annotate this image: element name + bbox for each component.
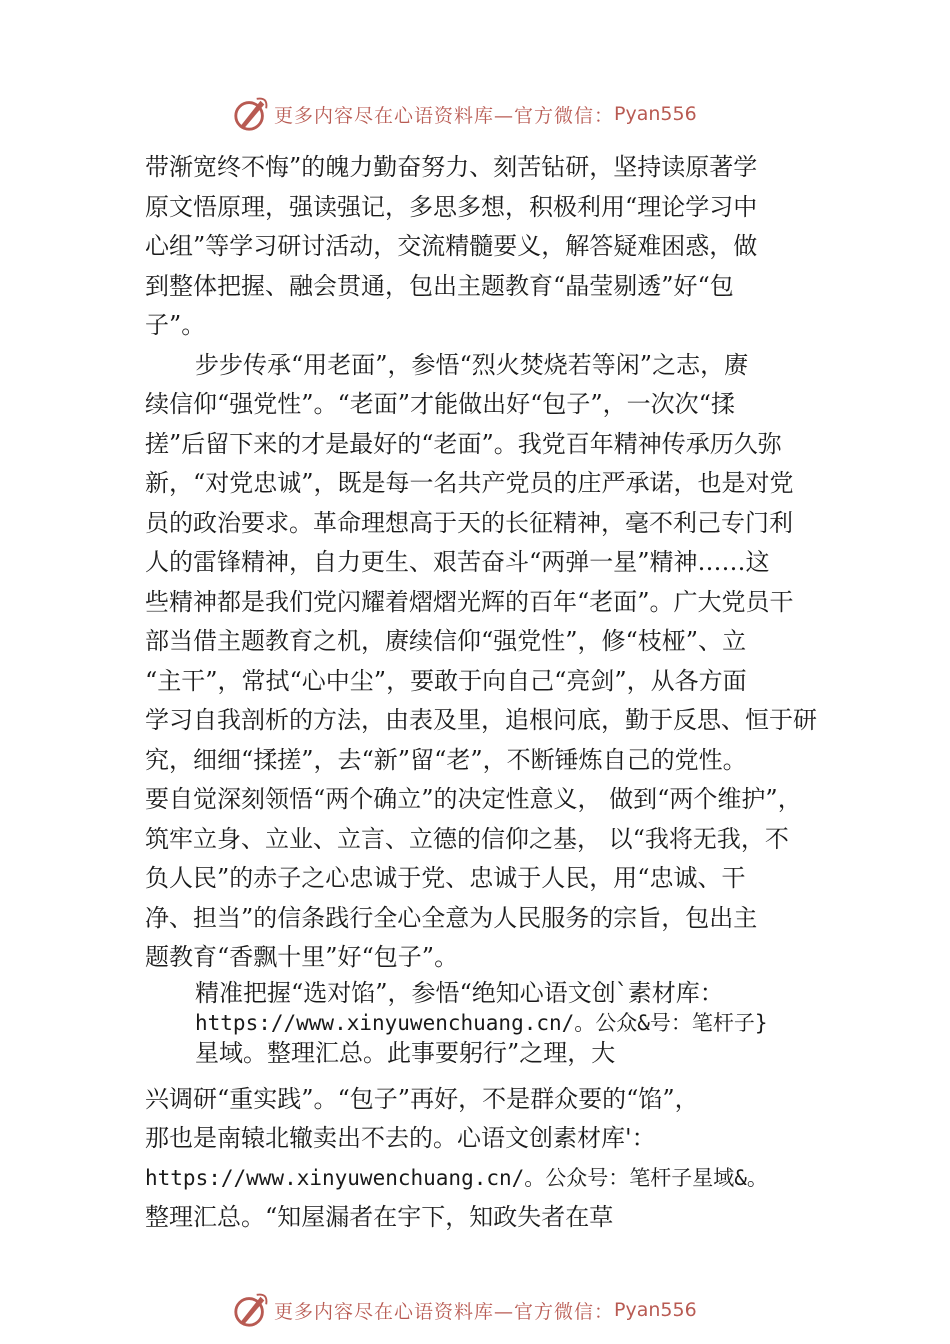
text-line: 新，“对党忠诚”，既是每一名共产党员的庄严承诺，也是对党: [145, 469, 794, 497]
text-line: 那也是南辕北辙卖出不去的。心语文创素材库'：: [145, 1124, 656, 1152]
text-line: 步步传承“用老面”，参悟“烈火焚烧若等闲”之志，赓: [195, 350, 749, 379]
text-line: 精准把握“选对馅”，参悟“绝知心语文创`素材库：: [195, 978, 724, 1007]
text-line: 心组”等学习研讨活动，交流精髓要义，解答疑难困惑，做: [145, 232, 758, 260]
text-line: 净、担当”的信条践行全心全意为人民服务的宗旨，包出主: [145, 903, 758, 932]
quill-logo-icon: [232, 95, 270, 133]
footer-banner: [232, 1290, 752, 1330]
text-line: 要自觉深刻领悟“两个确立”的决定性意义， 做到“两个维护”，: [145, 785, 802, 813]
text-line: 筑牢立身、立业、立言、立德的信仰之基， 以“我将无我，不: [145, 824, 789, 853]
text-line: 到整体把握、融会贯通，包出主题教育“晶莹剔透”好“包: [145, 271, 734, 300]
text-line: 部当借主题教育之机，赓续信仰“强党性”，修“枝桠”、立: [145, 627, 747, 655]
banner-wechat-id: Pyan556: [614, 1299, 697, 1321]
text-line: 带渐宽终不悔”的魄力勤奋努力、刻苦钻研，坚持读原著学: [145, 153, 758, 181]
banner-text: 更多内容尽在心语资料库—官方微信：: [274, 104, 615, 127]
text-line: 些精神都是我们党闪耀着熠熠光辉的百年“老面”。广大党员干: [145, 587, 794, 616]
text-line: 学习自我剖析的方法，由表及里，追根问底，勤于反思、恒于研: [145, 706, 817, 734]
text-line: 星域。整理汇总。此事要躬行”之理，大: [195, 1038, 616, 1067]
text-line: “主干”，常拭“心中尘”，要敢于向自己“亮剑”，从各方面: [145, 666, 747, 695]
banner-text: 更多内容尽在心语资料库—官方微信：: [274, 1300, 615, 1323]
article-body: [145, 148, 835, 1238]
header-banner: [232, 94, 752, 134]
text-line: https://www.xinyuwenchuang.cn/。公众&号：笔杆子}: [195, 1010, 768, 1035]
text-line: 人的雷锋精神，自力更生、艰苦奋斗“两弹一星”精神……这: [145, 548, 770, 576]
text-line: 子”。: [145, 311, 206, 339]
text-line: 搓”后留下来的才是最好的“老面”。我党百年精神传承历久弥: [145, 429, 782, 458]
text-line: 负人民”的赤子之心忠诚于党、忠诚于人民，用“忠诚、干: [145, 864, 746, 892]
quill-logo-icon: [232, 1291, 270, 1329]
text-line: 续信仰“强党性”。“老面”才能做出好“包子”，一次次“揉: [145, 390, 735, 418]
text-line: 题教育“香飘十里”好“包子”。: [145, 943, 459, 971]
text-line: 员的政治要求。革命理想高于天的长征精神，毫不利己专门利: [145, 508, 793, 537]
text-line: 原文悟原理，强读强记，多思多想，积极利用“理论学习中: [145, 192, 758, 221]
banner-wechat-id: Pyan556: [614, 103, 697, 125]
text-line: 整理汇总。“知屋漏者在宇下，知政失者在草: [145, 1203, 614, 1231]
text-line: 兴调研“重实践”。“包子”再好，不是群众要的“馅”，: [145, 1084, 699, 1113]
text-line: https://www.xinyuwenchuang.cn/。公众号：笔杆子星域&。: [145, 1165, 768, 1190]
text-line: 究，细细“揉搓”，去“新”留“老”，不断锤炼自己的党性。: [145, 745, 747, 774]
